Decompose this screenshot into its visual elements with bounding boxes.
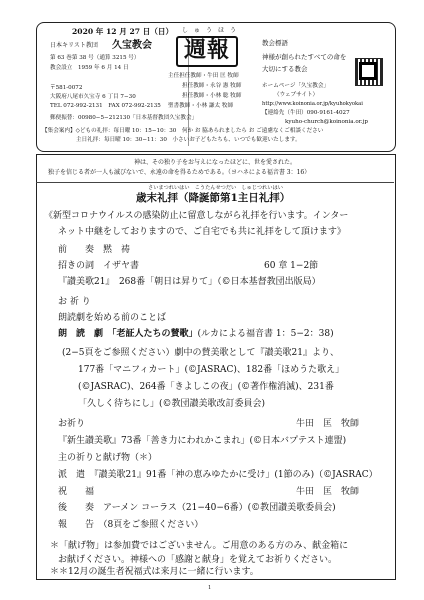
minister-2: 担任教師・永谷 憲 牧師 <box>182 83 242 89</box>
homepage-sub: （ウェブサイト） <box>274 92 319 98</box>
note-offering-2: お献げください。神様への「感謝と献身」を覚えてお祈りください。 <box>58 555 338 565</box>
prayer-minister: 牛田 匡 牧師 <box>296 419 360 429</box>
service-intro-1: 《新型コロナウイルスの感染防止に留意しながら礼拝を行います。インター <box>44 211 349 221</box>
meeting-label: 【集会案内】 <box>42 128 76 134</box>
order-call-ref: 60 章 1−2節 <box>264 261 319 271</box>
drama-line-4: 「久しく待ちにし」(©教団讃美歌改訂委員会) <box>78 399 266 409</box>
order-blessing: 祝 福 <box>58 487 95 497</box>
service-title: 歳末礼拝（降誕節第1主日礼拝） <box>136 192 291 204</box>
minister-4: 聖書教師・小林 謙太 牧師 <box>168 103 234 109</box>
motto-line-2: 大切にする教会 <box>262 65 308 73</box>
drama-title: 「老証人たちの賛歌」 <box>112 329 198 339</box>
postal-code: 〒581-0072 <box>50 85 83 91</box>
order-prayer-2: お祈り <box>58 419 86 429</box>
church-type: 日本キリスト教団 <box>50 42 98 49</box>
motto-label: 教会標語 <box>262 39 288 47</box>
tel-fax: TEL 072-992-2131 FAX 072-992-2135 <box>50 103 161 109</box>
issue-number: 第 63 巻第 38 号（通算 3215 号） <box>50 55 140 61</box>
service-intro-2: ネット中継をしておりますので、ご自宅でも共に礼拝をして頂けます》 <box>58 227 346 237</box>
homepage-url[interactable]: http://www.koinonia.or.jp/kyuhokyokai <box>262 101 363 107</box>
page-title: 週報 <box>176 36 238 67</box>
drama-line-3: (©JASRAC)、264番「きよしこの夜」(©著作権消滅)、231番 <box>78 382 334 392</box>
meeting-line-2: 主日礼拝：毎日曜 10：30−11：30 小さいお子どもたちも、いつでも歓迎いたします。 <box>76 137 301 143</box>
note-birthday: ＊＊12月の誕生者祝福式は来月に一緒に行います。 <box>50 567 259 577</box>
order-report: 報 告 （8頁をご参照ください） <box>58 520 204 530</box>
minister-1: 主任担任教師・牛田 匡 牧師 <box>168 73 239 79</box>
order-lords-prayer: 主の祈りと献げ物（＊） <box>58 453 158 463</box>
issue-date: 2020 年 12 月 27 日（日） <box>72 27 174 36</box>
verse-line-2: 独子を信じる者が一人も滅びないで、永遠の命を得るためである。（ヨハネによる福音書 3：16） <box>48 169 311 176</box>
drama-reference: (ルカによる福音書 1：5−2：38) <box>197 329 334 339</box>
homepage-label: ホームページ「久宝教会」 <box>262 83 330 89</box>
verse-separator <box>36 182 394 183</box>
meeting-line-1: ◇どもの礼拝：毎日曜 10：15−10：30 何か お 脇あられましたら お ご遠慮なくご相談ください <box>75 128 324 134</box>
order-prelude: 前 奏 黙 祷 <box>58 245 131 255</box>
motto-line-1: 神様が創られたすべての命を <box>262 53 347 61</box>
contact-email[interactable]: kyuho-church@koinonia.or.jp <box>285 119 368 125</box>
title-ruby: しゅうほう <box>182 27 243 34</box>
address: 大阪府八尾市久宝寺 6 丁目 7−30 <box>50 94 136 100</box>
order-hymn-1: 『讃美歌21』 268番「朝日は昇りて」（©日本基督教団出版局） <box>58 277 321 287</box>
blessing-minister: 牛田 匡 牧師 <box>296 487 360 497</box>
verse-line-1: 神は、その独り子をお与えになったほどに、世を愛された。 <box>134 159 297 166</box>
qr-code-center <box>359 62 377 80</box>
order-sending: 派 遣 『讃美歌21』91番「神の恵みゆたかに受け」(1節のみ)（©JASRAC） <box>58 470 378 480</box>
page-number: 1 <box>208 585 212 591</box>
minister-3: 担任教師・小林 聡 牧師 <box>182 93 242 99</box>
order-drama-intro: 朗読劇を始める前のことば <box>58 313 167 323</box>
order-prayer: お 祈 り <box>58 297 91 307</box>
postal-transfer: 郵便振替：00980−5−212130「日本基督教団久宝教会」 <box>50 115 198 121</box>
note-offering-1: ＊「献げ物」は参加費ではございません。ご用意のある方のみ、献金箱に <box>50 541 349 551</box>
church-name: 久宝教会 <box>112 40 152 51</box>
drama-label: 朗 読 劇 <box>58 329 104 339</box>
meeting-info <box>42 129 323 135</box>
service-title-ruby: さいまつれいはい こうたんせつだい しゅじつれいはい <box>148 185 283 191</box>
order-call-to-worship: 招きの詞 イザヤ書 <box>58 261 140 271</box>
drama-line-1: (2−5頁をご参照ください）劇中の賛美歌として『讃美歌21』より、 <box>62 348 339 358</box>
order-postlude: 後 奏 アーメン コーラス（21−40−6番）(©教団讃美歌委員会) <box>58 503 336 513</box>
founded-date: 教会設立 1959 年 6 月 14 日 <box>50 65 129 71</box>
drama-line-2: 177番「マニフィカート」(©JASRAC)、182番「ほめうた歌え」 <box>78 365 345 375</box>
contact-phone: 【連絡先（牛田）090-9161-4027 <box>262 110 350 116</box>
drama-heading <box>58 330 334 339</box>
order-hymn-2: 『新生讃美歌』73番「善き力にわれかこまれ」(©日本バプテスト連盟) <box>58 436 347 446</box>
